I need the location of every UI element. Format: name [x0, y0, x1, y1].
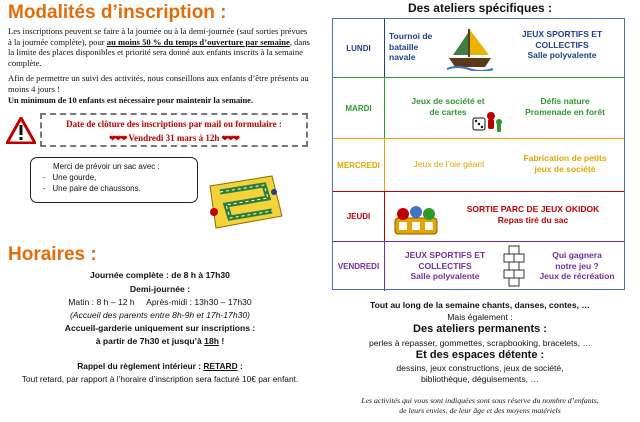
day-mercredi: MERCREDI [333, 139, 385, 191]
deadline-box [40, 113, 308, 147]
row-mercredi [333, 138, 624, 191]
row-vendredi [333, 241, 624, 291]
attendance-advice: Afin de permettre un suivi des activités, nous conseillons aux enfants d’être présents au moins 4 jours ! [8, 73, 309, 94]
half-day-hours: Matin : 8 h – 12 h Après-midi : 13h30 – 17h30 [68, 297, 252, 307]
mardi-activity-2: Défis nature Promenade en forêt [525, 96, 605, 117]
permanent-title: Des ateliers permanents : [413, 323, 547, 335]
vendredi-activity-1: JEUX SPORTIFS ET COLLECTIFS Salle polyvalente [404, 250, 486, 281]
lundi-activity-2: JEUX SPORTIFS ET COLLECTIFS Salle polyvalente [521, 29, 603, 60]
full-day-hours: Journée complète : de 8 h à 17h30 [90, 270, 230, 280]
minimum-children: Un minimum de 10 enfants est nécessaire pour maintenir la semaine. [8, 96, 253, 105]
ateliers-title: Des ateliers spécifiques : [407, 1, 553, 15]
sailboat-icon [445, 25, 495, 71]
horaires-title: Horaires : [8, 244, 97, 265]
detente-line2: bibliothèque, déguisements, … [420, 374, 539, 384]
ateliers-grid [332, 18, 625, 290]
inscription-text-end: , dans la limite des places disponibles et priorité sera donné aux enfants inscrits à la semaine complète. [8, 36, 310, 68]
toys-icon [393, 200, 439, 236]
deadline-line1: Date de clôture des inscriptions par mail ou formulaire : [66, 119, 282, 129]
warning-icon [6, 117, 36, 144]
row-lundi [333, 19, 624, 77]
board-game-icon [202, 172, 284, 230]
inscription-title: Modalités d’inscription : [8, 2, 227, 23]
inscription-emphasis: au moins 50 % du temps d’ouverture par semaine [106, 36, 290, 47]
heart-icon: ❤❤❤ [221, 134, 239, 143]
also-label: Mais également : [447, 312, 513, 322]
jeudi-activity: SORTIE PARC DE JEUX OKIDOK Repas tiré du sac [466, 204, 600, 225]
mardi-activity-1: Jeux de société et de cartes [411, 96, 485, 117]
bag-reminder [30, 157, 198, 203]
row-jeudi [333, 191, 624, 241]
bag-list [37, 172, 191, 194]
parents-arrival: (Accueil des parents entre 8h-9h et 17h-17h30) [69, 310, 251, 320]
detente-line1: dessins, jeux constructions, jeux de société, [396, 363, 564, 373]
permanent-text: perles à repasser, gommettes, scrapbooking, bracelets, … [368, 338, 592, 348]
hopscotch-icon [499, 244, 529, 290]
deadline-date: Vendredi 31 mars à 12h [128, 133, 220, 143]
late-fee-text: Tout retard, par rapport à l’horaire d’inscription sera facturé 10€ par enfant. [21, 374, 299, 384]
deadline-line2 [42, 131, 306, 146]
row-mardi [333, 77, 624, 138]
dice-icon [471, 108, 503, 136]
daycare-line1: Accueil-garderie uniquement sur inscriptions : [64, 323, 256, 333]
week-activities: Tout au long de la semaine chants, danses, contes, … [370, 300, 590, 310]
heart-icon: ❤❤❤ [109, 134, 127, 143]
disclaimer-line1: Les activités qui vous sont indiquées sont sous réserve du nombre d’enfants, [361, 396, 599, 405]
bag-title: Merci de prévoir un sac avec : [53, 162, 160, 171]
vendredi-activity-2: Qui gagnera notre jeu ? Jeux de récréation [539, 250, 615, 281]
inscription-paragraph [8, 26, 313, 68]
day-vendredi: VENDREDI [333, 242, 385, 291]
day-mardi: MARDI [333, 78, 385, 138]
half-day-title: Demi-journée : [129, 284, 191, 294]
day-jeudi: JEUDI [333, 192, 385, 241]
list-item: - Une gourde, [43, 173, 97, 182]
lundi-activity-1: Tournoi de bataille navale [389, 31, 433, 62]
list-item: - Une paire de chaussons. [43, 184, 141, 193]
inscription-text: Les inscriptions peuvent se faire à la journée ou à la demi-journée (sauf sorties prévues à la journée complète), pour [8, 26, 308, 47]
day-lundi: LUNDI [333, 19, 385, 77]
disclaimer-line2: de leurs envies, de leur âge et des moyens matériels [399, 406, 561, 415]
mercredi-activity-2: Fabrication de petits jeux de société [523, 153, 607, 174]
mercredi-activity-1: Jeux de l’oie géant [413, 159, 485, 169]
detente-title: Et des espaces détente : [415, 349, 545, 361]
rules-reminder: Rappel du règlement intérieur : RETARD : [77, 361, 243, 371]
daycare-line2: à partir de 7h30 et jusqu’à 18h ! [95, 336, 225, 346]
